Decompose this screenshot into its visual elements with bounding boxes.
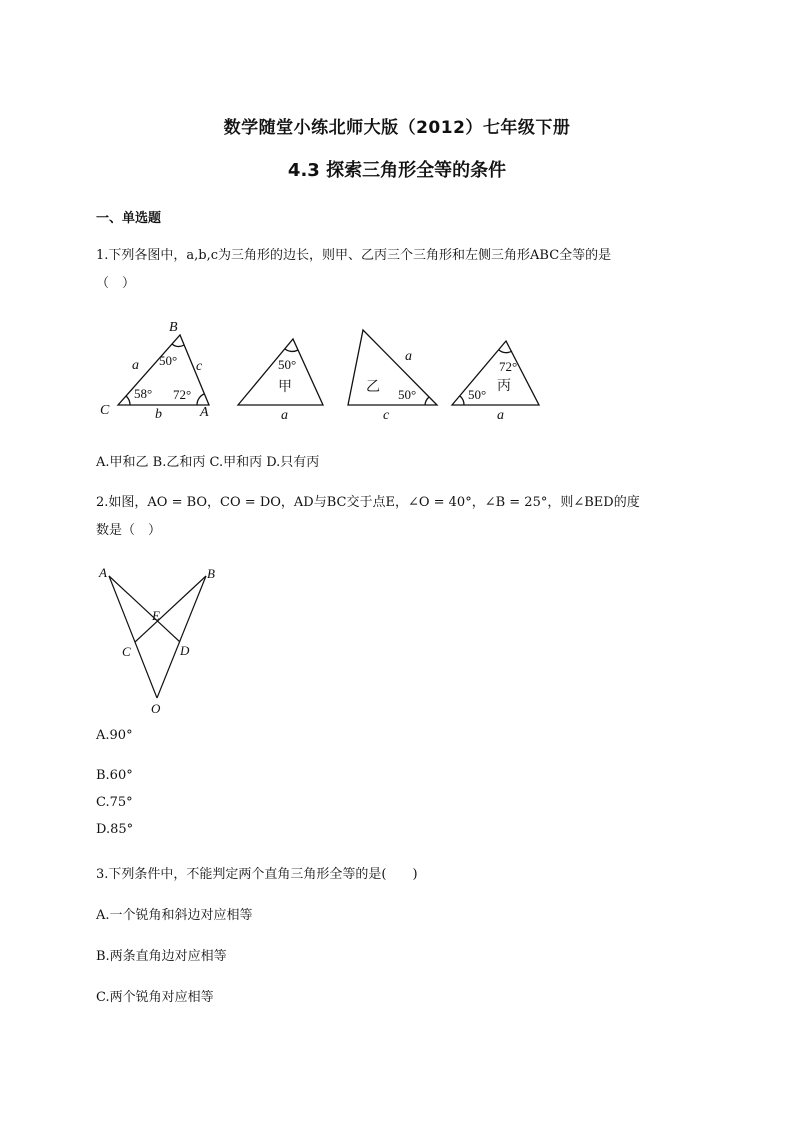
q2-option-a: A.90° [96, 728, 133, 743]
q2-stem-line2: 数是（ ） [96, 523, 162, 538]
angle-c-value: 58° [134, 386, 153, 401]
point-o: O [151, 701, 161, 716]
q2-option-d: D.85° [96, 822, 134, 837]
lesson-title: 4.3 探索三角形全等的条件 [287, 160, 507, 181]
angle-b-arc [172, 344, 184, 347]
point-d: D [180, 643, 190, 658]
q1-options: A.甲和乙 B.乙和丙 C.甲和丙 D.只有丙 [96, 455, 320, 470]
label-c: C [100, 403, 110, 418]
segment-ad [109, 576, 180, 642]
side-a-label: a [132, 358, 139, 373]
bing-side-a-label: a [497, 408, 504, 423]
yi-side-c-label: c [383, 408, 390, 423]
angle-a-value: 72° [173, 387, 192, 402]
jia-label: 甲 [278, 380, 292, 395]
yi-side-a-label: a [405, 349, 412, 364]
point-a: A [99, 565, 107, 580]
q1-stem-line2: （ ） [96, 276, 136, 291]
triangle-yi [348, 330, 437, 405]
yi-angle-arc [425, 397, 429, 405]
point-b: B [207, 566, 215, 581]
triangle-jia [238, 339, 323, 405]
q2-option-b: B.60° [96, 768, 133, 783]
point-c: C [122, 644, 131, 659]
side-b-label: b [155, 407, 162, 422]
bing-angle-arc-72 [499, 350, 512, 353]
segment-ao [109, 576, 157, 698]
q3-option-b: B.两条直角边对应相等 [96, 949, 227, 964]
section-heading: 一、单选题 [96, 211, 162, 226]
segment-bo [157, 576, 206, 698]
jia-angle-value: 50° [278, 357, 297, 372]
label-a: A [200, 405, 209, 420]
q1-triangles-figure [96, 315, 546, 425]
bing-angle-72-value: 72° [499, 359, 518, 374]
label-b: B [169, 320, 178, 335]
side-c-label: c [196, 359, 203, 374]
bing-label: 丙 [497, 379, 511, 394]
document-title: 数学随堂小练北师大版（2012）七年级下册 [223, 118, 571, 138]
point-e: E [152, 608, 160, 623]
q2-option-c: C.75° [96, 795, 133, 810]
q3-stem: 3.下列条件中，不能判定两个直角三角形全等的是( ) [96, 867, 418, 882]
bing-angle-arc-50 [460, 396, 464, 405]
q2-figure [94, 562, 224, 717]
angle-b-value: 50° [159, 353, 178, 368]
yi-label: 乙 [366, 380, 380, 395]
angle-c-arc [126, 396, 130, 405]
q3-option-c: C.两个锐角对应相等 [96, 990, 214, 1005]
jia-angle-arc [285, 349, 298, 351]
q2-stem-line1: 2.如图，AO = BO，CO = DO，AD与BC交于点E，∠O = 40°，∠B = 25°，则∠BED的度 [96, 495, 640, 510]
q1-stem-line1: 1.下列各图中，a,b,c为三角形的边长，则甲、乙丙三个三角形和左侧三角形ABC全等的是 [96, 248, 612, 263]
bing-angle-50-value: 50° [468, 387, 487, 402]
jia-side-a-label: a [281, 408, 288, 423]
angle-a-arc [197, 394, 204, 405]
triangle-bing [452, 341, 539, 405]
yi-angle-value: 50° [398, 387, 417, 402]
q3-option-a: A.一个锐角和斜边对应相等 [96, 908, 253, 923]
segment-bc [135, 576, 206, 642]
